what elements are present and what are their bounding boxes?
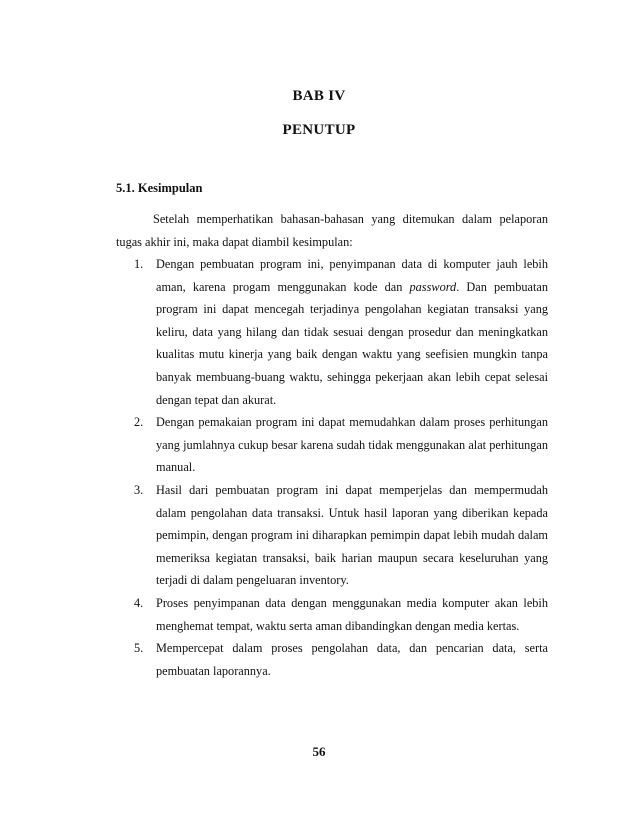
list-item-text: Proses penyimpanan data dengan menggunakan media komputer akan lebih menghemat tempat, waktu serta aman dibandingkan dengan media kertas.: [156, 595, 548, 633]
chapter-heading: BAB IV: [292, 88, 346, 104]
list-item-text: Hasil dari pembuatan program ini dapat memperjelas dan mempermudah dalam pengolahan data transaksi. Untuk hasil laporan yang diberikan kepada pemimpin, dengan program ini diharapkan pemimpin dapat lebih mudah dalam memeriksa kegiatan transaksi, baik harian maupun secara keseluruhan yang terjadi di dalam pengeluaran inventory.: [156, 482, 548, 588]
list-item: [116, 479, 548, 592]
list-item-number: 4.: [134, 595, 144, 610]
list-item: [116, 637, 548, 682]
list-item-text: Dengan pemakaian program ini dapat memudahkan dalam proses perhitungan yang jumlahnya cukup besar karena sudah tidak menggunakan alat perhitungan manual.: [156, 415, 548, 475]
section-heading: 5.1. Kesimpulan: [116, 181, 203, 195]
list-item-text: Mempercepat dalam proses pengolahan data, dan pencarian data, serta pembuatan laporannya.: [156, 641, 548, 678]
conclusion-list: [116, 253, 548, 682]
emphasized-term: password: [409, 279, 457, 294]
list-item-number: 3.: [134, 482, 144, 497]
list-item-number: 1.: [134, 257, 144, 271]
list-item-number: 2.: [134, 415, 144, 430]
chapter-title: PENUTUP: [282, 122, 356, 138]
list-item: [116, 411, 548, 479]
list-item: [116, 253, 548, 411]
list-item-text-continued: . Dan pembuatan program ini dapat mencegah terjadinya pengolahan kegiatan transaksi yang keliru, data yang hilang dan tidak sesuai dengan prosedur dan meningkatkan kualitas mutu kinerja yang baik dengan waktu yang seefisien mungkin tanpa banyak membuang-buang waktu, sehingga pekerjaan akan lebih cepat selesai dengan tepat dan akurat.: [156, 279, 548, 407]
list-item-number: 5.: [134, 641, 144, 656]
list-item: [116, 592, 548, 637]
page-number: 56: [312, 744, 326, 759]
list-item-text: Dengan pembuatan program ini, penyimpanan data di komputer jauh lebih aman, karena progam menggunakan kode dan: [156, 257, 548, 294]
intro-paragraph: Setelah memperhatikan bahasan-bahasan yang ditemukan dalam pelaporan tugas akhir ini, maka dapat diambil kesimpulan:: [116, 212, 548, 249]
